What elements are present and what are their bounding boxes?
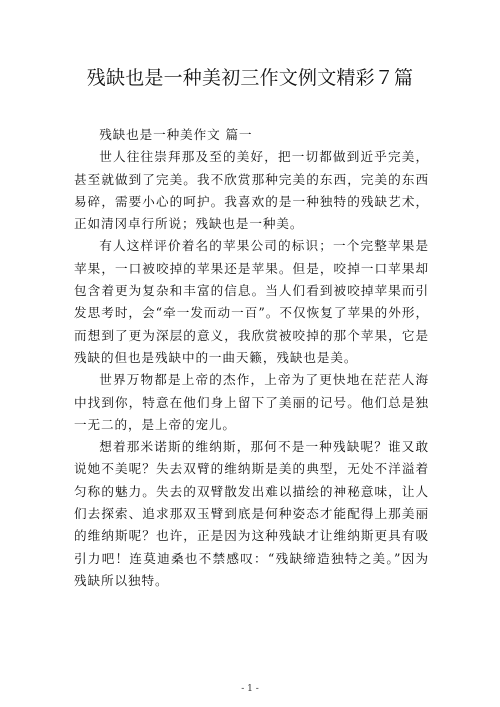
section-subheading: 残缺也是一种美作文 篇一 — [99, 127, 253, 142]
document-body — [74, 124, 429, 592]
paragraph-2: 有人这样评价着名的苹果公司的标识；一个完整苹果是苹果，一口被咬掉的苹果还是苹果。但是，咬掉一口苹果却包含着更为复杂和丰富的信息。当人们看到被咬掉苹果而引发思考时，会“牵一发而动一百”。不仅恢复了苹果的外形，而想到了更为深层的意义，我欣赏被咬掉的那个苹果，它是残缺的但也是残缺中的一曲天籁，残缺也是美。 — [74, 238, 429, 365]
paragraph-1: 世人往往崇拜那及至的美好，把一切都做到近乎完美，甚至就做到了完美。我不欣赏那种完美的东西，完美的东西易碎，需要小心的呵护。我喜欢的是一种独特的残缺艺术，正如清冈卓行所说；残缺也是一种美。 — [74, 149, 429, 232]
document-title: 残缺也是一种美初三作文例文精彩７篇 — [86, 67, 414, 89]
paragraph-3: 世界万物都是上帝的杰作，上帝为了更快地在茫茫人海中找到你，特意在他们身上留下了美丽的记号。他们总是独一无二的，是上帝的宠儿。 — [74, 372, 429, 432]
paragraph-4: 想着那米诺斯的维纳斯，那何不是一种残缺呢？谁又敢说她不美呢？失去双臂的维纳斯是美的典型，无处不洋溢着匀称的魅力。失去的双臂散发出难以描绘的神秘意味，让人们去探索、追求那双玉臂到底是何种姿态才能配得上那美丽的维纳斯呢？也许，正是因为这种残缺才让维纳斯更具有吸引力吧！连莫迪桑也不禁感叹：“残缺缔造独特之美。”因为残缺所以独特。 — [74, 439, 429, 588]
page-number: - 1 - — [241, 684, 259, 694]
